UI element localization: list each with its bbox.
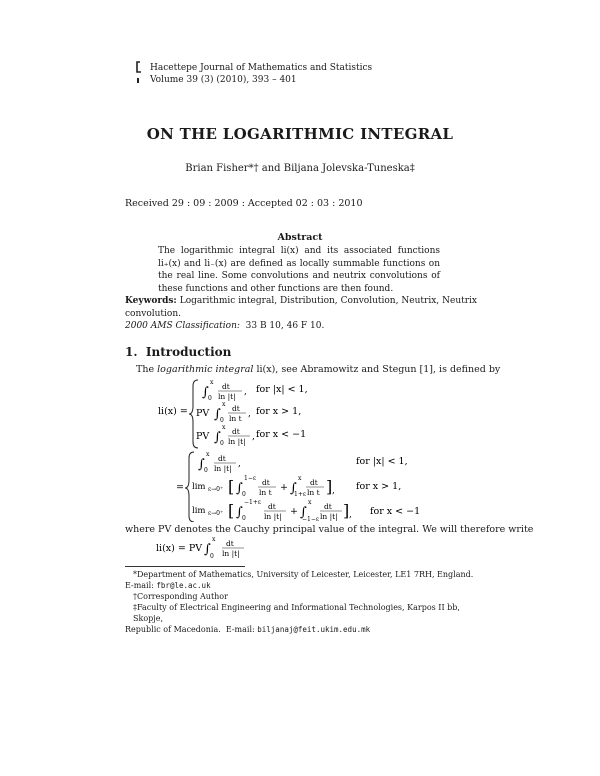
frac-num: dt [232, 404, 240, 413]
frac-num: dt [218, 454, 226, 463]
svg-text:,: , [244, 387, 247, 397]
email-link[interactable]: biljanaj@feit.ukim.edu.mk [257, 625, 371, 634]
lim-label: lim [192, 482, 206, 492]
definition-equation [140, 376, 480, 522]
paper-title: ON THE LOGARITHMIC INTEGRAL [146, 125, 454, 143]
email-label: E-mail: [125, 581, 154, 590]
int-upper: x [298, 475, 302, 482]
ams-classification [125, 321, 324, 331]
lim-sub: ε→0⁺ [208, 486, 224, 493]
int-upper: x [206, 451, 210, 458]
svg-text:∫: ∫ [236, 481, 243, 496]
svg-text:,: , [349, 510, 352, 520]
footnotes [125, 569, 485, 635]
frac-num: dt [262, 478, 270, 487]
int-upper: 1−ε [244, 475, 256, 482]
bracket-open: [ [228, 477, 235, 496]
footnote-3b: Republic of Macedonia. [125, 625, 221, 634]
frac-num: dt [222, 382, 230, 391]
frac-den: ln |t| [264, 512, 282, 521]
equals-sign: = [176, 482, 184, 493]
paper-authors: Brian Fisher*† and Biljana Jolevska-Tuneska‡ [185, 163, 415, 174]
int-upper: x [222, 401, 226, 408]
integral-sign: ∫ [202, 385, 209, 400]
keywords-text: Logarithmic integral, Distribution, Convolution, Neutrix, Neutrix convolution. [125, 296, 477, 319]
frac-num: dt [232, 427, 240, 436]
int-lower: 0 [210, 553, 214, 560]
int-lower: 1+ε [294, 491, 306, 498]
svg-text:∫: ∫ [214, 430, 221, 445]
cond-row1: for |x| < 1, [256, 384, 308, 395]
footnote-3: ‡Faculty of Electrical Engineering and Informational Technologies, Karpos II bb, Skopje, [133, 603, 460, 623]
keywords [125, 295, 477, 320]
frac-den: ln |t| [214, 464, 232, 473]
svg-text:∫: ∫ [198, 457, 205, 472]
frac-den: ln |t| [218, 392, 236, 401]
keywords-label: Keywords: [125, 296, 177, 306]
int-lower: −1−ε [302, 516, 319, 522]
footnote-2: †Corresponding Author [133, 592, 228, 601]
cond-row3: for x < −1 [256, 429, 307, 440]
intro-term: logarithmic integral [157, 364, 254, 375]
int-upper: x [210, 379, 214, 386]
svg-text:,: , [238, 459, 241, 469]
section-heading [125, 345, 231, 359]
int-lower: 0 [242, 491, 246, 498]
final-eq-lhs: li(x) = PV [156, 543, 203, 554]
intro-suffix: li(x), see Abramowitz and Stegun [1], is defined by [253, 364, 501, 375]
frac-num: dt [226, 539, 234, 548]
pv-label: PV [196, 431, 210, 442]
frac-num: dt [324, 502, 332, 511]
frac-den: ln |t| [320, 512, 338, 521]
svg-text:∫: ∫ [236, 505, 243, 520]
svg-text:∫: ∫ [290, 481, 297, 496]
received-dates: Received 29 : 09 : 2009 : Accepted 02 : 03 : 2010 [125, 198, 363, 209]
journal-header [150, 62, 372, 86]
frac-den: ln t [229, 414, 242, 423]
section-title: Introduction [145, 345, 232, 359]
svg-text:∫: ∫ [214, 407, 221, 422]
int-lower: 0 [204, 467, 208, 474]
intro-prefix: The [136, 364, 158, 375]
frac-den: ln t [259, 488, 272, 497]
abstract-heading: Abstract [277, 232, 323, 243]
frac-den: ln |t| [228, 437, 246, 446]
footnote-rule [125, 566, 245, 567]
abstract-text: The logarithmic integral li(x) and its associated functions li₊(x) and li₋(x) are defined as locally summable functions on the real line. Some convolutions and neutrix convolutions of these functions and other functions are then found. [158, 246, 440, 294]
footnote-3-email-line [125, 624, 485, 635]
svg-text:,: , [248, 409, 251, 419]
pv-label: PV [196, 408, 210, 419]
bracket-open: [ [228, 501, 235, 520]
footnote-1-email-line [125, 580, 485, 591]
int-lower: 0 [220, 417, 224, 424]
bracket-close: ] [343, 501, 350, 520]
int-upper: x [308, 499, 312, 506]
pv-explanation: where PV denotes the Cauchy principal value of the integral. We will therefore write [125, 524, 534, 535]
svg-text:+: + [280, 482, 288, 493]
section-number: 1. [125, 345, 138, 359]
cond-row2: for x > 1, [256, 406, 302, 417]
svg-text:,: , [252, 432, 255, 442]
frac-num: dt [268, 502, 276, 511]
int-lower: 0 [208, 395, 212, 402]
eq-lhs: li(x) = [158, 406, 188, 417]
ams-text: 33 B 10, 46 F 10. [245, 321, 325, 331]
journal-name: Hacettepe Journal of Mathematics and Statistics [150, 63, 373, 73]
frac-num: dt [310, 478, 318, 487]
frac-den: ln |t| [222, 549, 240, 558]
footnote-1: *Department of Mathematics, University of Leicester, Leicester, LE1 7RH, England. [133, 570, 474, 579]
lim-sub: ε→0⁺ [208, 510, 224, 517]
ams-label: 2000 AMS Classification: [125, 321, 240, 331]
int-lower: 0 [220, 440, 224, 447]
bracket-close: ] [326, 477, 333, 496]
int-upper: −1+ε [244, 499, 261, 506]
final-equation [156, 536, 276, 562]
lim-label: lim [192, 506, 206, 516]
cond-row-b: for x > 1, [356, 481, 402, 492]
svg-text:+: + [290, 506, 298, 517]
email-link[interactable]: fbr@le.ac.uk [156, 581, 211, 590]
svg-text:∫: ∫ [204, 542, 211, 557]
int-lower: 0 [242, 515, 246, 522]
int-upper: x [222, 424, 226, 431]
int-upper: x [212, 536, 216, 543]
frac-den: ln t [307, 488, 320, 497]
cond-row-a: for |x| < 1, [356, 456, 408, 467]
email-label: E-mail: [225, 625, 255, 634]
svg-text:,: , [332, 486, 335, 496]
cond-row-c: for x < −1 [370, 506, 421, 517]
intro-sentence [136, 364, 500, 375]
journal-volume: Volume 39 (3) (2010), 393 – 401 [150, 75, 297, 85]
journal-logo-icon [134, 61, 144, 85]
svg-text:∫: ∫ [300, 505, 307, 520]
